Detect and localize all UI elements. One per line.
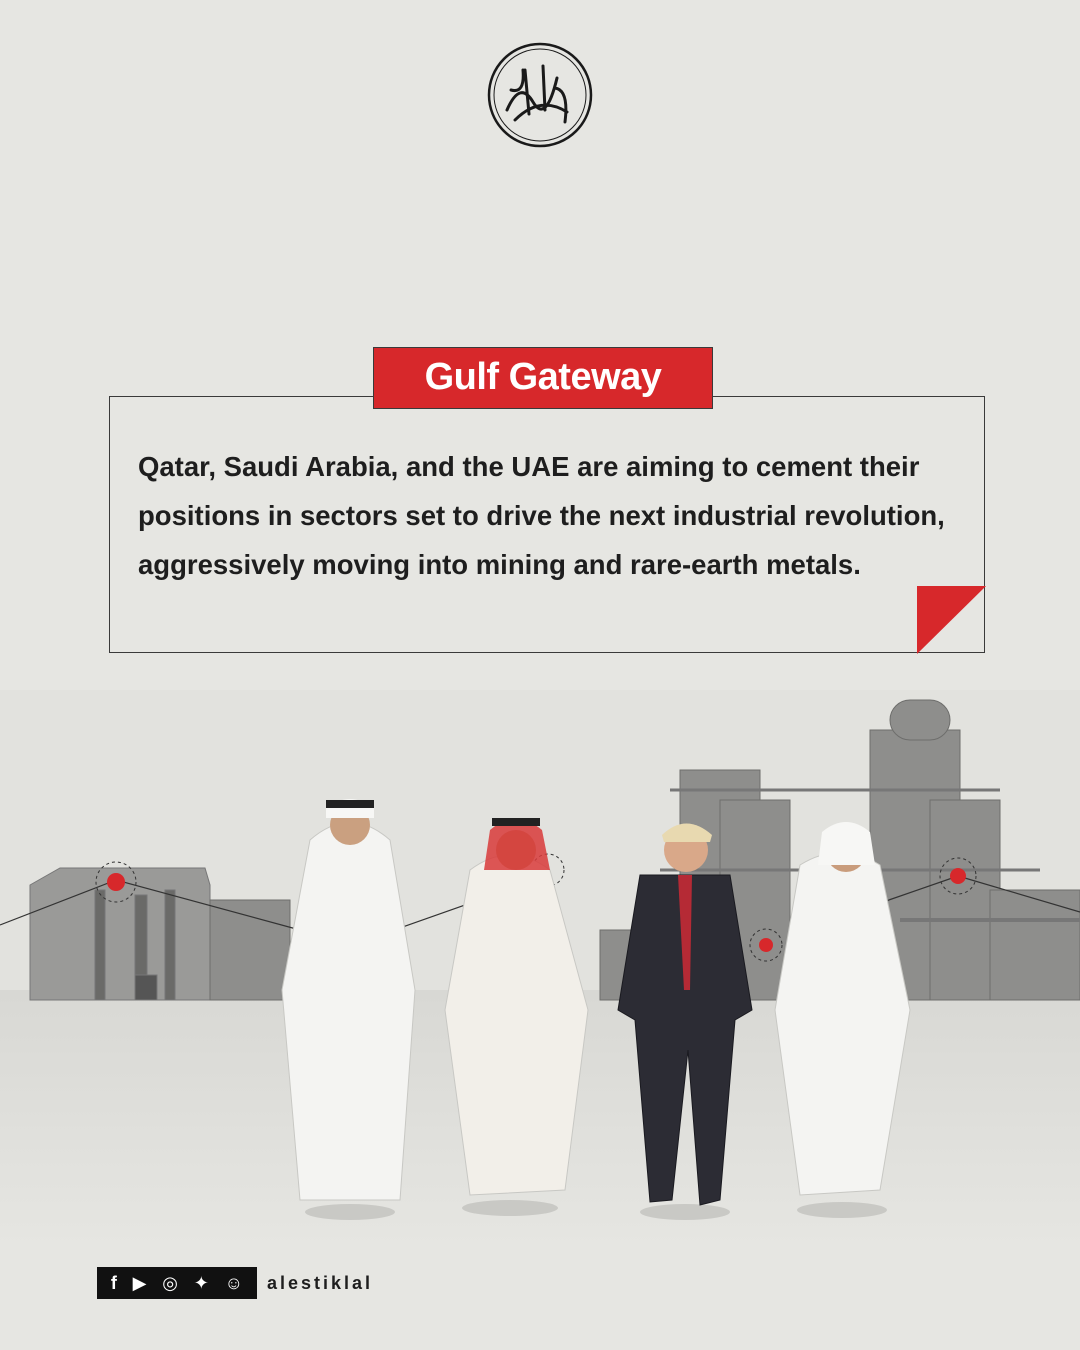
calligraphy-seal-logo-icon xyxy=(485,40,595,150)
card-body-text: Qatar, Saudi Arabia, and the UAE are aiming to cement their positions in sectors set to drive the next industrial revolution, aggressively moving into mining and rare-earth metals. xyxy=(138,451,945,580)
youtube-icon[interactable]: ▶ xyxy=(132,1273,147,1293)
instagram-icon[interactable]: ◎ xyxy=(162,1273,179,1293)
industrial-scene-illustration xyxy=(0,690,1080,1250)
social-icons-bar xyxy=(97,1267,257,1299)
facebook-icon[interactable]: f xyxy=(110,1273,117,1293)
card-title: Gulf Gateway xyxy=(373,347,713,409)
corner-fold-decoration xyxy=(917,586,986,654)
twitter-icon[interactable]: ✦ xyxy=(193,1273,209,1293)
snapchat-icon[interactable]: ☺ xyxy=(224,1273,244,1293)
account-handle[interactable]: alestiklal xyxy=(267,1273,374,1293)
